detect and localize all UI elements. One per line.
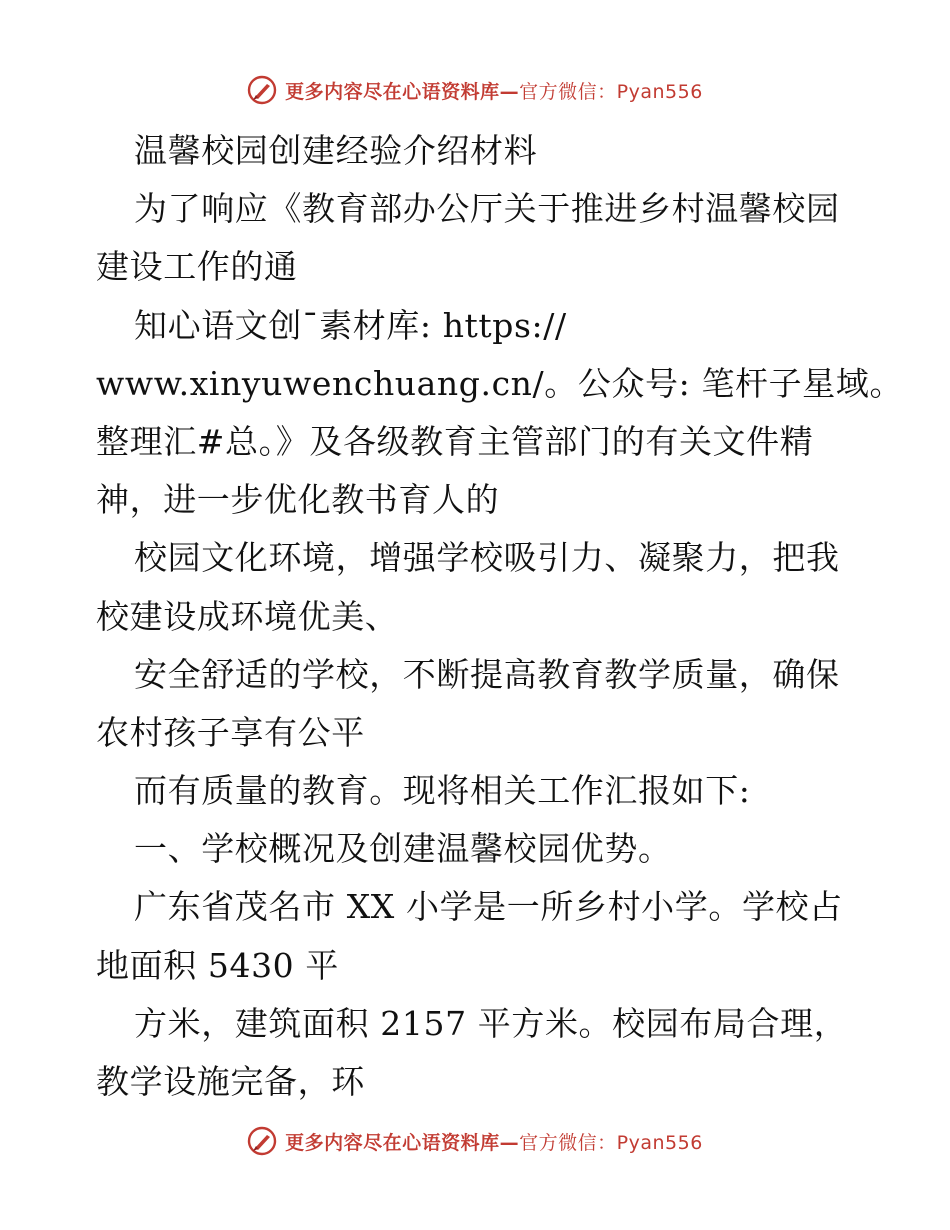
header-banner-text: 更多内容尽在心语资料库—官方微信：Pyan556: [285, 80, 703, 103]
doc-line: 知心语文创¯素材库: https://: [134, 305, 567, 345]
footer-banner: [0, 1121, 950, 1161]
doc-line: 为了响应《教育部办公厅关于推进乡村温馨校园: [134, 189, 840, 229]
doc-line: 校园文化环境，增强学校吸引力、凝聚力，把我: [134, 538, 840, 578]
doc-title: 温馨校园创建经验介绍材料: [134, 131, 538, 170]
doc-line: 而有质量的教育。现将相关工作汇报如下:: [134, 771, 751, 811]
quill-pen-logo-icon: [247, 1126, 277, 1156]
footer-banner-text: 更多内容尽在心语资料库—官方微信：Pyan556: [285, 1131, 703, 1154]
doc-line: 农村孩子享有公平: [96, 712, 365, 752]
doc-line: 方米，建筑面积 2157 平方米。校园布局合理，: [134, 1003, 848, 1043]
doc-line: 神，进一步优化教书育人的: [96, 480, 500, 520]
document-body: [96, 122, 904, 1111]
doc-line: www.xinyuwenchuang.cn/。公众号: 笔杆子星域。: [96, 363, 904, 403]
doc-section-heading: 一、学校概况及创建温馨校园优势。: [134, 829, 672, 869]
doc-line: 广东省茂名市 XX 小学是一所乡村小学。学校占: [134, 887, 843, 927]
doc-line: 安全舒适的学校，不断提高教育教学质量，确保: [134, 654, 840, 694]
quill-pen-logo-icon: [247, 75, 277, 105]
doc-line: 教学设施完备，环: [96, 1062, 365, 1101]
doc-line: 校建设成环境优美、: [96, 596, 399, 636]
header-banner: [0, 70, 950, 110]
doc-line: 整理汇#总。》及各级教育主管部门的有关文件精: [96, 421, 814, 461]
doc-line: 建设工作的通: [96, 247, 298, 287]
doc-line: 地面积 5430 平: [96, 945, 339, 985]
